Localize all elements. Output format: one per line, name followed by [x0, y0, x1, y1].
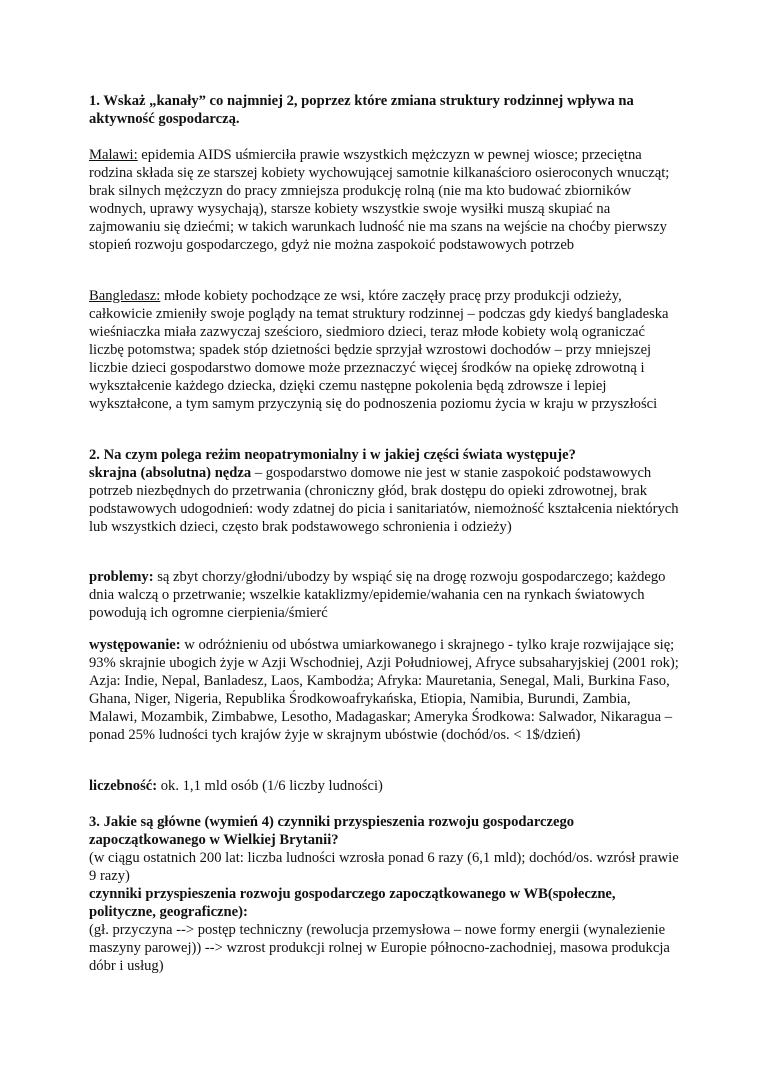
- skrajna-text: – gospodarstwo domowe nie jest w stanie zaspokoić podstawowych potrzeb niezbędnych do przetrwania (chroniczny głód, brak dostępu do opieki zdrowotnej, brak podstawowych udogodnień: wody zdatnej do picia i sanitariatów, niemożność kształcenia niektórych lub wszystkich dzieci, często brak podstawowego schronienia i odzieży): [89, 465, 679, 535]
- main-cause: (gł. przyczyna --> postęp techniczny (rewolucja przemysłowa – nowe formy energii (wynalezienie maszyny parowej)) --> wzrost produkcji rolnej w Europie północno-zachodniej, masowa produkcja dóbr i usług): [89, 922, 670, 974]
- question-3: [89, 813, 679, 975]
- question-3-title: 3. Jakie są główne (wymień 4) czynniki przyspieszenia rozwoju gospodarczego zapoczątkowanego w Wielkiej Brytanii?: [89, 814, 575, 848]
- bangladesz-label: Bangledasz:: [89, 288, 161, 304]
- skrajna-paragraph: [89, 464, 679, 536]
- bangladesz-text: młode kobiety pochodzące ze wsi, które zaczęły pracę przy produkcji odzieży, całkowicie zmieniły swoje poglądy na temat struktury rodzinnej – podczas gdy kiedyś bangladeska wieśniaczka miała zazwyczaj sześcioro, siedmioro dzieci, teraz młode kobiety wolą ograniczać liczbę potomstwa; spadek stóp dzietności będzie sprzyjał wzrostowi dochodów – przy mniejszej liczbie dzieci gospodarstwo domowe może przeznaczyć więcej środków na opiekę zdrowotną i wykształcenie każdego dziecka, dzięki czemu następne pokolenia będą zdrowsze i lepiej wykształcone, a tym samym przyczynią się do podnoszenia poziomu życia w kraju w przyszłości: [89, 288, 669, 412]
- factors-heading: czynniki przyspieszenia rozwoju gospodarczego zapoczątkowanego w WB(społeczne, polityczne, geograficzne):: [89, 886, 616, 920]
- question-2: [89, 446, 679, 536]
- question-1-title-line2: aktywność gospodarczą.: [89, 111, 240, 127]
- problemy-text: są zbyt chorzy/głodni/ubodzy by wspiąć się na drogę rozwoju gospodarczego; każdego dnia walczą o przetrwanie; wszelkie kataklizmy/epidemie/wahania cen na rynkach światowych powodują ich ogromne cierpienia/śmierć: [89, 569, 666, 621]
- problemy-paragraph: [89, 568, 679, 622]
- bangladesz-paragraph: [89, 287, 679, 413]
- liczebnosc-label: liczebność:: [89, 778, 158, 794]
- liczebnosc-paragraph: [89, 777, 679, 795]
- skrajna-label: skrajna (absolutna) nędza: [89, 465, 252, 481]
- wystepowanie-label: występowanie:: [89, 637, 181, 653]
- malawi-label: Malawi:: [89, 147, 138, 163]
- question-3-intro: (w ciągu ostatnich 200 lat: liczba ludności wzrosła ponad 6 razy (6,1 mld); dochód/os. wzrósł prawie 9 razy): [89, 850, 679, 884]
- malawi-paragraph: [89, 146, 679, 254]
- question-1-title: [89, 92, 679, 128]
- question-2-title: 2. Na czym polega reżim neopatrymonialny i w jakiej części świata występuje?: [89, 447, 576, 463]
- wystepowanie-text: w odróżnieniu od ubóstwa umiarkowanego i skrajnego - tylko kraje rozwijające się; 93% skrajnie ubogich żyje w Azji Wschodniej, Azji Południowej, Afryce subsaharyjskiej (2001 rok); Azja: Indie, Nepal, Banladesz, Laos, Kambodża; Afryka: Mauretania, Senegal, Mali, Burkina Faso, Ghana, Niger, Nigeria, Republika Środkowoafrykańska, Etiopia, Namibia, Burundi, Zambia, Malawi, Mozambik, Zimbabwe, Lesotho, Madagaskar; Ameryka Środkowa: Salwador, Nikaragua – ponad 25% ludności tych krajów żyje w skrajnym ubóstwie (dochód/os. < 1$/dzień): [89, 637, 679, 743]
- problemy-label: problemy:: [89, 569, 154, 585]
- question-1-title-line1: 1. Wskaż „kanały” co najmniej 2, poprzez które zmiana struktury rodzinnej wpływa na: [89, 93, 634, 109]
- wystepowanie-paragraph: [89, 636, 679, 744]
- malawi-text: epidemia AIDS uśmierciła prawie wszystkich mężczyzn w pewnej wiosce; przeciętna rodzina składa się ze starszej kobiety wychowującej samotnie kilkanaścioro osieroconych wnucząt; brak silnych mężczyzn do pracy zmniejsza produkcję rolną (nie ma kto budować zbiorników wodnych, uprawy wysychają), starsze kobiety wszystkie swoje wysiłki muszą skupiać na zajmowaniu się dziećmi; w takich warunkach ludność nie ma szans na wejście na choćby pierwszy stopień rozwoju gospodarczego, gdyż nie można zaspokoić podstawowych potrzeb: [89, 147, 670, 253]
- question-1: [89, 92, 679, 128]
- liczebnosc-text: ok. 1,1 mld osób (1/6 liczby ludności): [157, 778, 383, 794]
